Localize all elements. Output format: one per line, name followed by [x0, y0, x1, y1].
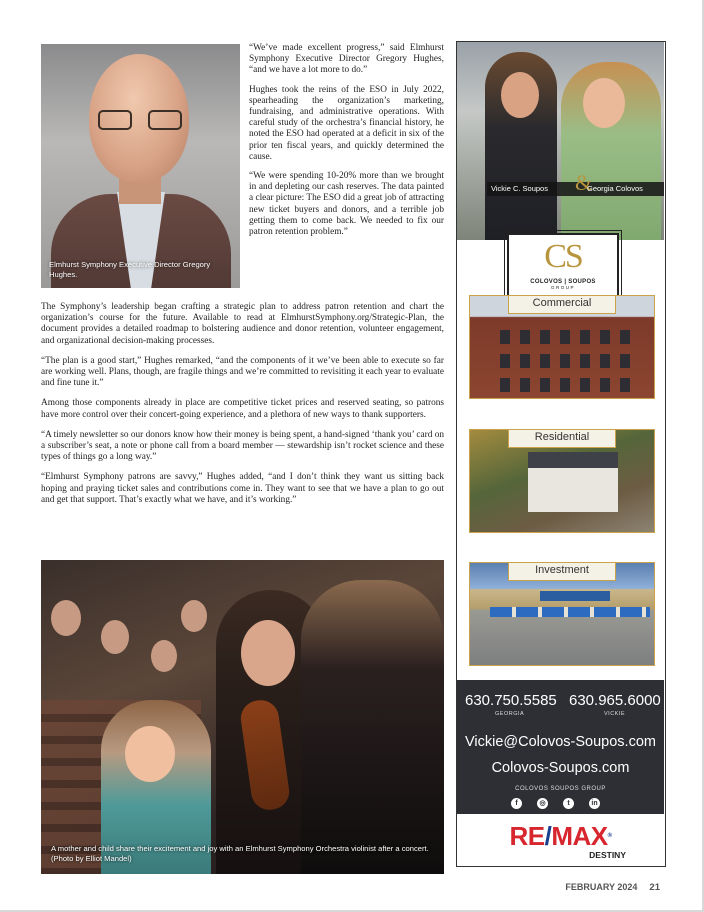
- remax-logo: [457, 814, 664, 866]
- article-column: [249, 43, 444, 246]
- section-label-residential: Residential: [508, 429, 616, 448]
- building-window: [560, 378, 570, 392]
- building-window: [520, 330, 530, 344]
- residential-property-photo: [469, 429, 655, 533]
- phone-owner-georgia: GEORGIA: [495, 711, 525, 717]
- agent-name-2: Georgia Colovos: [587, 184, 643, 193]
- website-link[interactable]: Colovos-Soupos.com: [491, 760, 630, 776]
- portrait-caption: Elmhurst Symphony Executive Director Gregory Hughes.: [49, 260, 211, 279]
- twitter-icon[interactable]: t: [563, 798, 574, 809]
- portrait-photo: [41, 44, 240, 288]
- concert-photo: [41, 560, 444, 874]
- building-window: [600, 354, 610, 368]
- store-sign: [540, 591, 610, 601]
- building-window: [520, 354, 530, 368]
- building-window: [540, 378, 550, 392]
- ampersand: &: [575, 170, 593, 195]
- building-window: [560, 330, 570, 344]
- building-window: [500, 378, 510, 392]
- audience-head: [181, 600, 207, 632]
- remax-office-name: DESTINY: [589, 850, 626, 860]
- building-window: [580, 354, 590, 368]
- article-paragraph: “We were spending 10-20% more than we brought in and depleting our cash reserves. The data painted a clear picture: The ESO did a great job of attracting new ticket buyers and donors, and a terrible job getting them to come back. We needed to fix our patron retention problem.”: [249, 171, 444, 238]
- commercial-property-photo: [469, 295, 655, 399]
- linkedin-icon[interactable]: in: [589, 798, 600, 809]
- real-estate-ad: [456, 41, 666, 867]
- page-number: 21: [649, 882, 660, 893]
- article-paragraph: “Elmhurst Symphony patrons are savvy,” Hughes added, “and I don’t think they want us sitting back hoping and praying ticket sales and contributions come in. They want to see that we have a plan to go out and get that support. That’s exactly what we have, and it’s working.”: [41, 472, 444, 505]
- building-window: [540, 330, 550, 344]
- agents-photo: [457, 42, 664, 240]
- logo-group: GROUP: [550, 285, 575, 290]
- instagram-icon[interactable]: ◎: [537, 798, 548, 809]
- child-face: [125, 726, 175, 782]
- building-window: [540, 354, 550, 368]
- building-window: [500, 354, 510, 368]
- building-window: [560, 354, 570, 368]
- article-paragraph: Hughes took the reins of the ESO in July 2022, spearheading the organization’s marketing, fundraising, and administrative operations. With careful study of the orchestra’s financial history, he noted the ESO had operated at a deficit in six of the prior ten fiscal years, and quickly determined the cause.: [249, 84, 444, 162]
- facebook-icon[interactable]: f: [511, 798, 522, 809]
- audience-head: [101, 620, 129, 654]
- phone-vickie[interactable]: 630.965.6000: [569, 692, 661, 709]
- article-paragraph: “The plan is a good start,” Hughes remarked, “and the components of it we’ve been able to execute so far are working well. Plans, though, are fragile things and we’re committed to revisiting it each year to evaluate and fine tune it.”: [41, 355, 444, 389]
- building-window: [620, 330, 630, 344]
- agent-1-face: [501, 72, 539, 118]
- portrait-glasses: [98, 110, 182, 130]
- agent-2-face: [583, 78, 625, 128]
- logo-name: COLOVOS | SOUPOS: [530, 279, 596, 285]
- email-link[interactable]: Vickie@Colovos-Soupos.com: [465, 734, 656, 750]
- investment-property-photo: [469, 562, 655, 666]
- building-window: [520, 378, 530, 392]
- mother-face: [241, 620, 295, 686]
- social-icons: [511, 798, 611, 810]
- section-label-investment: Investment: [508, 562, 616, 581]
- violinist-figure: [301, 580, 444, 874]
- building-window: [580, 378, 590, 392]
- article-paragraph: Among those components already in place are competitive ticket prices and reserved seating, so patrons have more control over their concert-going experience, and a plethora of new ways to thank supporters.: [41, 398, 444, 420]
- concert-caption: A mother and child share their excitement and joy with an Elmhurst Symphony Orchestra violinist after a concert. (Photo by Elliot Mandel): [51, 844, 429, 863]
- article-paragraph: “A timely newsletter so our donors know how their money is being spent, a hand-signed ‘thank you’ card on a subscriber’s seat, a note or phone call from a board member — stewardship isn’t rocket science and these types of things go a long way.”: [41, 429, 444, 463]
- contact-panel: [457, 680, 664, 814]
- agent-names-bar: [487, 170, 664, 196]
- article-body: [41, 302, 444, 515]
- phone-georgia[interactable]: 630.750.5585: [465, 692, 557, 709]
- audience-head: [51, 600, 81, 636]
- issue-date: FEBRUARY 2024: [565, 882, 638, 892]
- remax-wordmark: RE/MAX®: [509, 821, 612, 851]
- house-shape: [528, 452, 618, 512]
- building-window: [500, 330, 510, 344]
- article-paragraph: The Symphony’s leadership began crafting a strategic plan to address patron retention and chart the organization’s course for the future. Available to read at ElmhurstSymphony.org/Strategic-Plan, the document provides a detailed roadmap to bolstering audience and donor retention, volunteer engagement, and organizational decision-making processes.: [41, 302, 444, 346]
- building-window: [620, 354, 630, 368]
- audience-head: [151, 640, 177, 672]
- building-window: [620, 378, 630, 392]
- page-footer: [565, 882, 660, 893]
- article-paragraph: “We’ve made excellent progress,” said Elmhurst Symphony Executive Director Gregory Hughes, “and we have a lot more to do.”: [249, 43, 444, 76]
- phone-owner-vickie: VICKIE: [604, 711, 626, 717]
- group-name: COLOVOS SOUPOS GROUP: [515, 786, 606, 792]
- store-awning: [490, 607, 650, 617]
- agent-name-1: Vickie C. Soupos: [491, 184, 548, 193]
- building-window: [580, 330, 590, 344]
- logo-mark: CS: [544, 238, 582, 275]
- building-window: [600, 330, 610, 344]
- building-window: [600, 378, 610, 392]
- section-label-commercial: Commercial: [508, 295, 616, 314]
